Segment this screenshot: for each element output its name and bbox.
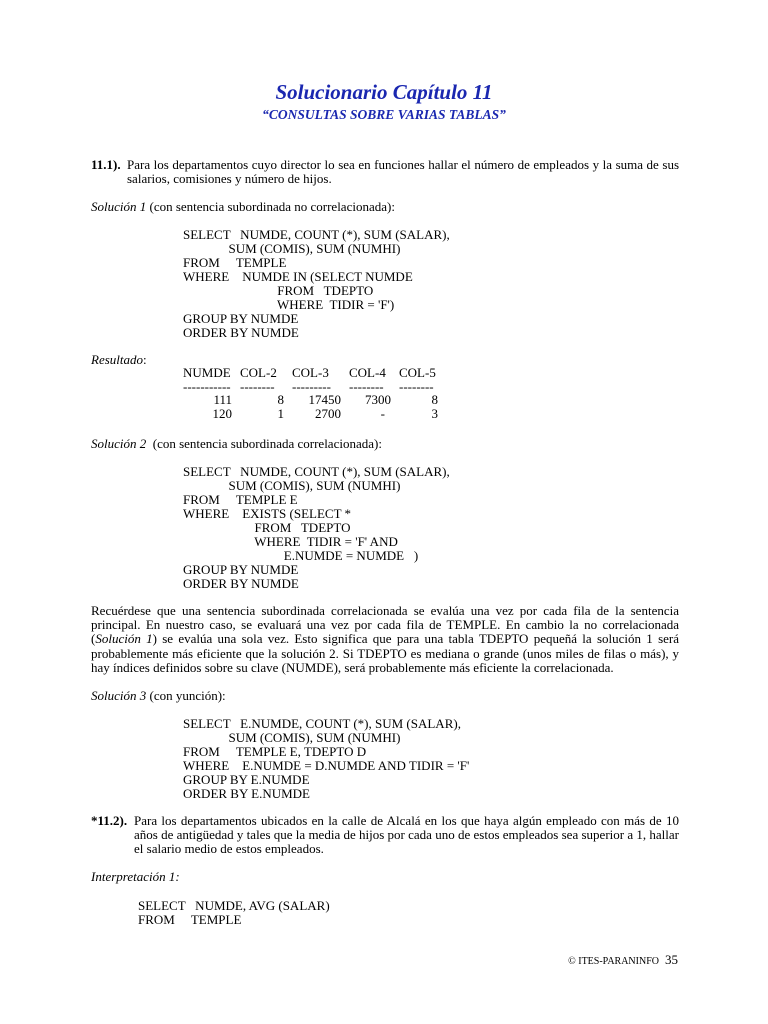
sql-code-block	[183, 717, 469, 801]
result-header-cell: COL-3	[292, 365, 329, 380]
sql-code-line: SELECT NUMDE, AVG (SALAR)	[138, 898, 330, 913]
result-cell: 3	[431, 405, 438, 421]
sql-code-line: WHERE NUMDE IN (SELECT NUMDE	[183, 269, 413, 284]
page-title: Solucionario Capítulo 11	[275, 80, 493, 104]
sql-code-line: ORDER BY NUMDE	[183, 325, 299, 340]
sql-code-line: FROM TDEPTO	[183, 283, 374, 298]
sql-code-block	[138, 899, 330, 927]
sql-code-line: FROM TEMPLE E, TDEPTO D	[183, 744, 367, 759]
sql-code-line: GROUP BY E.NUMDE	[183, 772, 310, 787]
sql-code-line: ORDER BY E.NUMDE	[183, 786, 310, 801]
result-header-cell: COL-2	[240, 365, 277, 380]
sql-code-line: GROUP BY NUMDE	[183, 311, 299, 326]
copyright-text: © ITES-PARANINFO	[568, 956, 659, 967]
result-row	[183, 407, 446, 421]
problem-statement: Para los departamentos ubicados en la calle de Alcalá en los que haya algún empleado con más de 10 años de antigüedad y tales que la media de hijos por cada uno de estos empleados sea superior a 1, hallar el salario medio de estos empleados.	[134, 813, 679, 857]
result-header-cell: NUMDE	[183, 365, 231, 380]
sql-code-line: SELECT NUMDE, COUNT (*), SUM (SALAR),	[183, 464, 450, 479]
sql-code-line: FROM TEMPLE E	[183, 492, 298, 507]
sql-code-line: SUM (COMIS), SUM (NUMHI)	[183, 478, 401, 493]
problem-number: *11.2).	[91, 813, 128, 828]
sql-code-line: SUM (COMIS), SUM (NUMHI)	[183, 730, 401, 745]
result-heading	[91, 353, 147, 367]
result-separator: --------	[240, 378, 275, 394]
result-separator: --------	[399, 378, 434, 394]
interpretation-label: Interpretación 1:	[91, 869, 180, 884]
result-header-row	[183, 366, 446, 380]
sql-code-line: SUM (COMIS), SUM (NUMHI)	[183, 241, 401, 256]
sql-code-line: WHERE EXISTS (SELECT *	[183, 506, 352, 521]
problem-statement: Para los departamentos cuyo director lo sea en funciones hallar el número de empleados y la suma de sus salarios, comisiones y número de hijos.	[127, 157, 679, 187]
sql-code-line: WHERE E.NUMDE = D.NUMDE AND TIDIR = 'F'	[183, 758, 470, 773]
solution-label: Solución 3	[91, 688, 147, 703]
result-cell: 7300	[365, 392, 391, 407]
explanation-text: Recuérdese que una sentencia subordinada correlacionada se evalúa una vez por cada fila de la sentencia principal. En nuestro caso, se evaluará una vez por cada fila de TEMPLE. En cambio la no correlacionada (	[91, 603, 679, 647]
sql-code-line: WHERE TIDIR = 'F')	[183, 297, 395, 312]
sql-code-line: FROM TEMPLE	[138, 912, 242, 927]
solution-heading	[91, 200, 395, 214]
solution-description: (con sentencia subordinada correlacionada):	[146, 436, 382, 451]
sql-code-line: GROUP BY NUMDE	[183, 562, 299, 577]
result-suffix: :	[143, 352, 147, 367]
result-cell: 17450	[308, 392, 341, 407]
problem-number: 11.1).	[91, 157, 121, 172]
sql-code-line: E.NUMDE = NUMDE )	[183, 548, 419, 563]
explanation-italic: Solución 1	[95, 631, 153, 647]
solution-heading	[91, 437, 382, 451]
result-separator: --------	[349, 378, 384, 394]
result-separator: ---------	[292, 378, 331, 394]
result-header-cell: COL-4	[349, 365, 386, 380]
result-row	[183, 393, 446, 407]
solution-label: Solución 2	[91, 436, 147, 451]
result-cell: 111	[213, 392, 232, 407]
sql-code-block	[183, 228, 450, 340]
sql-code-line: FROM TEMPLE	[183, 255, 287, 270]
solution-heading	[91, 689, 226, 703]
result-cell: 8	[277, 392, 284, 407]
sql-code-line: SELECT NUMDE, COUNT (*), SUM (SALAR),	[183, 227, 450, 242]
sql-code-line: SELECT E.NUMDE, COUNT (*), SUM (SALAR),	[183, 716, 461, 731]
result-label: Resultado	[91, 352, 143, 367]
sql-code-line: FROM TDEPTO	[183, 520, 351, 535]
solution-label: Solución 1	[91, 199, 147, 214]
result-cell: 1	[277, 405, 284, 421]
result-cell: 120	[212, 405, 232, 421]
result-cell: -	[380, 405, 385, 421]
result-cell: 8	[431, 392, 438, 407]
page-number: 35	[665, 952, 678, 967]
sql-code-line: ORDER BY NUMDE	[183, 576, 299, 591]
sql-code-line: WHERE TIDIR = 'F' AND	[183, 534, 398, 549]
result-separator: -----------	[183, 378, 231, 394]
result-header-cell: COL-5	[399, 365, 436, 380]
result-cell: 2700	[315, 405, 341, 421]
solution-description: (con yunción):	[146, 688, 226, 703]
page-footer	[568, 953, 678, 969]
result-separator-row	[183, 380, 446, 394]
sql-code-block	[183, 465, 450, 591]
result-table	[183, 366, 446, 420]
explanation-text: ) se evalúa una sola vez. Esto significa que para una tabla TDEPTO pequeñá la solución 1 será probablemente más eficiente que la solución 2. Si TDEPTO es mediana o grande (unos miles de filas o más), y hay índices definidos sobre su clave (NUMDE), será probablemente más eficiente la correlacionada.	[91, 631, 679, 675]
solution-description: (con sentencia subordinada no correlacionada):	[146, 199, 395, 214]
page-subtitle: “CONSULTAS SOBRE VARIAS TABLAS”	[262, 107, 506, 122]
explanation-paragraph	[91, 604, 679, 675]
